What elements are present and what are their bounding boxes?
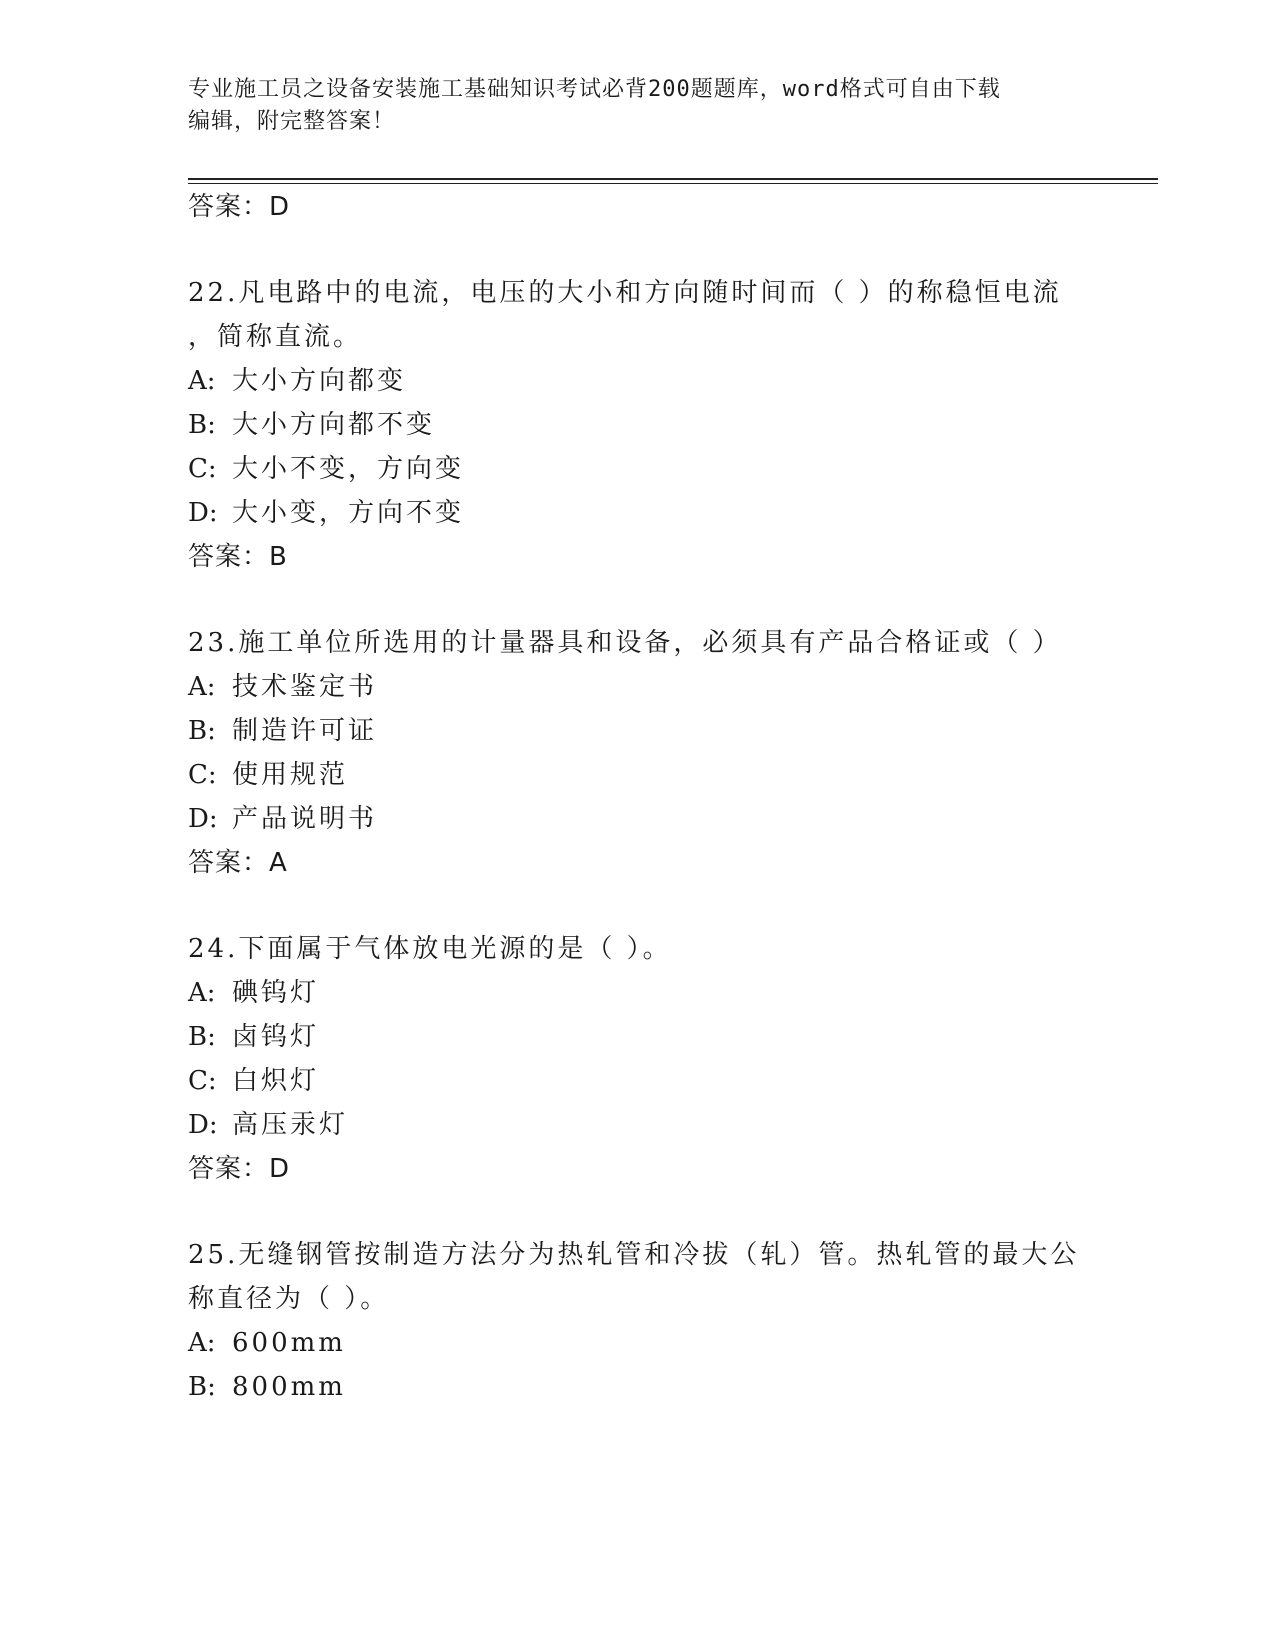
option-text: 600mm	[232, 1328, 346, 1358]
option-text: 大小不变，方向变	[232, 454, 465, 484]
q22-answer: 答案：B	[188, 542, 288, 572]
option-text: 白炽灯	[232, 1066, 320, 1096]
q22-stem-line-1: 22.凡电路中的电流，电压的大小和方向随时间而（ ）的称稳恒电流	[188, 278, 1062, 308]
header-line-2: 编辑，附完整答案！	[188, 109, 396, 134]
option-letter: A:	[188, 672, 216, 702]
option-letter: B:	[188, 1372, 216, 1402]
option-text: 使用规范	[232, 760, 349, 790]
q24-answer: 答案：D	[188, 1154, 291, 1184]
option-letter: C:	[188, 1066, 217, 1096]
q23-option-d	[188, 802, 377, 836]
q25-option-a	[188, 1326, 346, 1360]
option-text: 高压汞灯	[232, 1110, 349, 1140]
option-letter: C:	[188, 454, 217, 484]
q23-option-a	[188, 670, 377, 704]
q24-option-c	[188, 1064, 319, 1098]
option-text: 大小方向都不变	[232, 410, 436, 440]
option-text: 800mm	[232, 1372, 346, 1402]
option-letter: B:	[188, 410, 216, 440]
q23-option-b	[188, 714, 377, 748]
q23-stem-line-1: 23.施工单位所选用的计量器具和设备，必须具有产品合格证或（ ）	[188, 628, 1062, 658]
option-letter: A:	[188, 366, 216, 396]
document-header	[188, 74, 1088, 138]
option-text: 制造许可证	[232, 716, 378, 746]
q24-option-a	[188, 976, 319, 1010]
q25-stem-line-1: 25.无缝钢管按制造方法分为热轧管和冷拔（轧）管。热轧管的最大公	[188, 1240, 1080, 1270]
option-letter: D:	[188, 1110, 218, 1140]
option-letter: D:	[188, 804, 218, 834]
q22-option-a	[188, 364, 406, 398]
option-text: 卤钨灯	[232, 1022, 320, 1052]
option-letter: D:	[188, 498, 218, 528]
option-text: 大小变，方向不变	[232, 498, 465, 528]
option-letter: B:	[188, 716, 216, 746]
option-letter: C:	[188, 760, 217, 790]
q24-option-b	[188, 1020, 319, 1054]
option-text: 大小方向都变	[232, 366, 407, 396]
previous-answer: 答案：D	[188, 192, 291, 222]
option-text: 技术鉴定书	[232, 672, 378, 702]
option-text: 产品说明书	[232, 804, 378, 834]
option-text: 碘钨灯	[232, 978, 320, 1008]
option-letter: A:	[188, 978, 216, 1008]
q23-answer: 答案：A	[188, 848, 288, 878]
header-rule-thin	[188, 183, 1158, 184]
q23-option-c	[188, 758, 348, 792]
header-rule-thick	[188, 178, 1158, 180]
q24-option-d	[188, 1108, 348, 1142]
header-line-1: 专业施工员之设备安装施工基础知识考试必背200题题库，word格式可自由下载	[188, 77, 1001, 102]
option-letter: B:	[188, 1022, 216, 1052]
q24-stem-line-1: 24.下面属于气体放电光源的是（ ）。	[188, 934, 672, 964]
q22-option-b	[188, 408, 435, 442]
option-letter: A:	[188, 1328, 216, 1358]
q22-option-d	[188, 496, 464, 530]
q25-option-b	[188, 1370, 346, 1404]
q22-option-c	[188, 452, 464, 486]
q25-stem-line-2: 称直径为（ ）。	[188, 1284, 390, 1314]
q22-stem-line-2: ，简称直流。	[188, 322, 363, 352]
